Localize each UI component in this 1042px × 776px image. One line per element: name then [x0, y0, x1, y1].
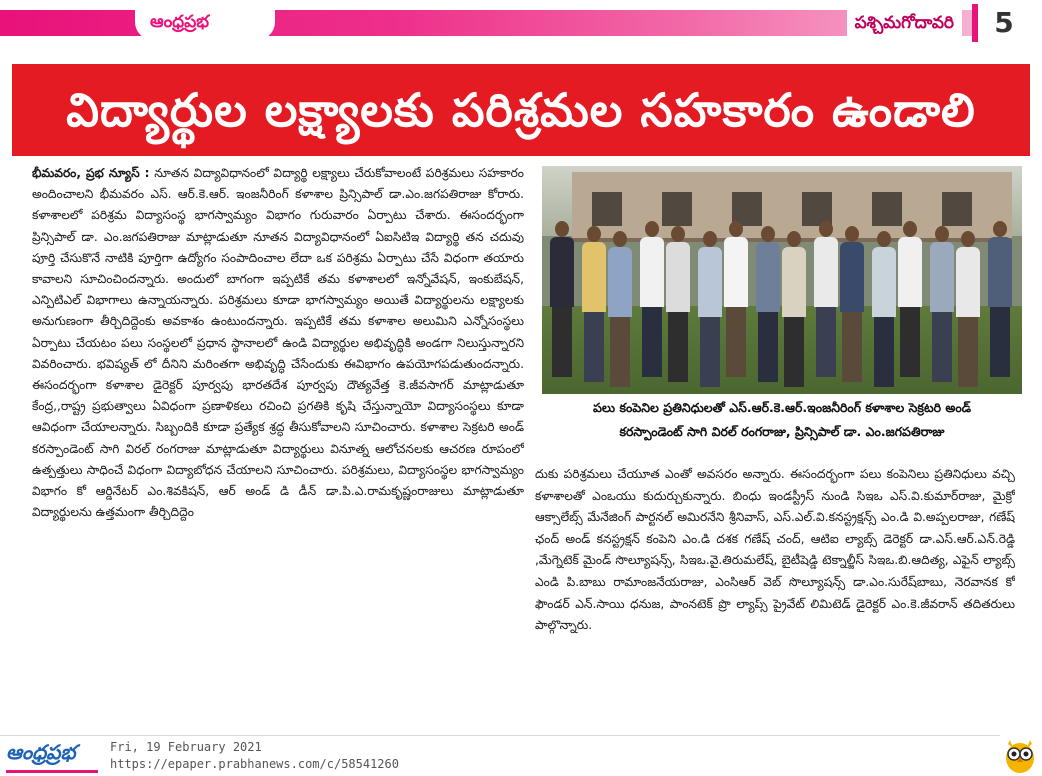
photo-person-head: [787, 231, 801, 247]
article-left-column: [32, 163, 524, 723]
photo-person-head: [613, 231, 627, 247]
owl-icon[interactable]: [1004, 738, 1036, 774]
photo-person-head: [903, 221, 917, 237]
photo-person-legs: [668, 312, 688, 382]
photo-person-head: [729, 221, 743, 237]
photo-person-head: [877, 231, 891, 247]
photo-person-head: [671, 226, 685, 242]
group-photo: [542, 166, 1022, 394]
masthead: [0, 0, 1042, 46]
paper-name: ఆంధ్రప్రభ: [150, 12, 210, 32]
photo-person-legs: [758, 312, 778, 382]
photo-person: [666, 242, 690, 312]
footer-divider: [0, 735, 1000, 736]
photo-person-head: [819, 221, 833, 237]
photo-person-legs: [642, 307, 662, 377]
photo-person: [698, 247, 722, 317]
photo-person-head: [761, 226, 775, 242]
photo-person-head: [555, 221, 569, 237]
photo-person-legs: [552, 307, 572, 377]
photo-person: [608, 247, 632, 317]
photo-person: [956, 247, 980, 317]
photo-person: [724, 237, 748, 307]
photo-person: [550, 237, 574, 307]
photo-person-head: [645, 221, 659, 237]
photo-person-legs: [784, 317, 804, 387]
article-dateline: భీమవరం, ప్రభ న్యూస్ :: [32, 166, 150, 180]
photo-person-legs: [958, 317, 978, 387]
photo-person: [930, 242, 954, 312]
photo-person-legs: [900, 307, 920, 377]
photo-person-legs: [842, 312, 862, 382]
photo-caption: [542, 396, 1022, 446]
photo-person-head: [703, 231, 717, 247]
photo-person: [840, 242, 864, 312]
page-number: 5: [972, 4, 1030, 42]
photo-person: [872, 247, 896, 317]
photo-person: [814, 237, 838, 307]
photo-person-legs: [610, 317, 630, 387]
photo-person-legs: [990, 307, 1010, 377]
photo-person: [756, 242, 780, 312]
edition-label: పశ్చిమగోదావరి: [847, 9, 962, 37]
footer-date: Fri, 19 February 2021: [110, 740, 262, 754]
photo-person-legs: [816, 307, 836, 377]
footer-logo-text: ఆంధ్రప్రభ: [6, 740, 76, 764]
photo-person-head: [961, 231, 975, 247]
article-body-right: దుకు పరిశ్రమలు చేయూత ఎంతో అవసరం అన్నారు. ఈసందర్భంగా పలు కంపెనిలు ప్రతినిధులు వచ్చి కళాశాలతో ఎంఒయు కుదుర్చుకున్నారు. బింధు ఇండస్ట్రీస్ నుండి సిఇఒ ఎస్.వి.కుమార్‌రాజు, మైక్రో ఆక్సాలేబ్స్ మేనేజింగ్ పార్టనల్ అమిరనేని శ్రీనివాస్, ఎస్.ఎల్.వి.కనస్ట్రక్షన్స్ ఎం.డి వి.అప్పలరాజు, గణేష్ ఛంద్ అండ్ కనస్ట్రక్షన్ కంపెని ఎం.డి దశక గణేష్ చంద్, ఆటిఐ ల్యాబ్స్ డెరెక్టర్ డా.ఎస్.ఆర్.ఎన్.రెడ్డి ,మేగ్నెటెక్ మైండ్ సొల్యూషన్స్, సిఇఒ.వై.తిరుమలేష్, బైటీషెడ్డి టెక్నాల్జీస్ సిఇఒ.బి.ఆదిత్య, ఎఫైన్ ల్యాబ్స్ ఎండి పి.బాబు రామాంజనేయరాజు, ఎంసిఆర్ వెబ్ సొల్యూషన్స్ డా.ఎం.సురేష్‌బాబు, నెరవానక కో ఫౌండర్ ఎన్.సాయి ధనుజ, పాంనటెక్ ప్రొ ల్యాప్స్ ప్రైవేట్ లిమిటెడ్ డైరెక్టర్ ఎం.కె.జీవరాన్ తదితరులు పాల్గొన్నారు.: [535, 467, 1015, 633]
photo-window: [872, 192, 902, 226]
photo-caption-line2: కరస్పాండెంట్ సాగి విరల్ రంగరాజు, ప్రిన్సిపాల్ డా. ఎం.జగపతిరాజు: [619, 424, 945, 439]
footer-url[interactable]: https://epaper.prabhanews.com/c/58541260: [110, 757, 399, 771]
photo-person-head: [935, 226, 949, 242]
photo-person: [582, 242, 606, 312]
photo-person-legs: [700, 317, 720, 387]
photo-person: [898, 237, 922, 307]
photo-person-head: [587, 226, 601, 242]
photo-window: [662, 192, 692, 226]
footer-logo-underline: [6, 770, 98, 773]
photo-person-head: [845, 226, 859, 242]
photo-person: [640, 237, 664, 307]
photo-person-legs: [584, 312, 604, 382]
headline: విద్యార్థుల లక్ష్యాలకు పరిశ్రమల సహకారం ఉండాలి: [12, 64, 1030, 156]
footer-logo[interactable]: [6, 740, 98, 773]
photo-window: [592, 192, 622, 226]
photo-window: [942, 192, 972, 226]
photo-person-head: [993, 221, 1007, 237]
photo-person: [782, 247, 806, 317]
photo-person-legs: [932, 312, 952, 382]
photo-person: [988, 237, 1012, 307]
photo-person-legs: [726, 307, 746, 377]
article-right-column: [535, 464, 1015, 724]
photo-caption-line1: పలు కంపెనిల ప్రతినిధులతో ఎస్.ఆర్.కె.ఆర్.ఇంజనీరింగ్ కళాశాల సెక్రటరి అండ్: [593, 400, 971, 415]
article-body-left: నూతన విద్యావిధానంలో విద్యార్థి లక్ష్యాలు చేరుకోవాలంటే పరిశ్రమలు సహకారం అందించాలని భీమవరం ఎస్. ఆర్.కె.ఆర్. ఇంజనీరింగ్ కళాశాల ప్రిన్సిపాల్ డా.ఎం.జగపతిరాజు కోరారు. కళాశాలలో పరిశ్రమ విద్యాసంస్థ భాగస్వామ్యం విభాగం గురువారం ఏర్పాటు చేశారు. ఈసందర్భంగా ప్రిన్సిపాల్ డా. ఎం.జగపతిరాజు మాట్లాడుతూ నూతన విద్యావిధానంలో ఏఐసిటిఇ విద్యార్థి తన చదువు పూర్తి చేసుకొనే నాటికి పూర్తిగా ఉద్యోగం సంపాదించాల లేదా ఒక పరిశ్రమ ఏర్పాటు చేసే విధంగా తయారు కావాలని సూచించిందన్నారు. అందులో బాగంగా ఇప్పటికే తమ కళాశాలలో ఇన్నోవేషన్, ఇంకుబేషన్, ఎన్పిటిఎల్ విభాగాలు ఉన్నాయన్నారు. పరిశ్రమలు కూడా భాగస్వామ్యం అయితే విద్యార్థులను లక్ష్యాలకు అనుగుణంగా తీర్చిదిద్దెంకు అవకాశం ఉంటుందన్నారు. ఇప్పటికే తమ కళాశాల అలుమిని ఎన్నోసంస్థలు ఏర్పాటు చేయటం పలు సంస్థలలో ప్రధాన స్థానాలలో ఉండి విద్యార్థుల అభివృద్ధికి అండగా నిలుస్తున్నారని వివరించారు. భవిష్యత్ లో దీనిని మరింతగా అభివృద్ధి చేసేందుకు ఈవిభాగం ఉపయోగపడుతుందన్నారు. ఈసందర్భంగా కళాశాల డైరెక్టర్ పూర్వపు భారతదేశ పూర్వపు దౌత్యవేత్త కె.జీవసాగర్ మాట్లాడుతూ కేంద్ర,,రాష్ట్ర ప్రభుత్వాలు ఏవిధంగా ప్రణాళికలు రచించి ప్రగతికి కృషి చేస్తున్నాయో విద్యాసంస్థలు కూడా ఆవిధంగా చేయాలన్నారు. సిబ్బందికి కూడా ప్రత్యేక శ్రద్ధ తీసుకోవాలని సూచించారు. కళాశాల సెక్రటరి అండ్ కరస్పాండెంట్ సాగి విరల్ రంగరాజు మాట్లాడుతూ విద్యార్థులు వినూత్న ఆలోచనలకు ఆచరణ రూపంలో ఉత్పత్తులు సాధించే విధంగా విద్యాబోధన చేయాలని సూచించారు. పరిశ్రమలు, విద్యాసంస్థల భాగస్వామ్యం విభాగం కో ఆర్డినేటర్ ఎం.శివకిషన్, ఆర్ అండ్ డి డీన్ డా.పి.ఎ.రామకృష్ణంరాజులు మాట్లాడుతూ విద్యార్థులను ఉత్తమంగా తీర్చిదిద్దెం: [32, 166, 524, 520]
photo-person-legs: [874, 317, 894, 387]
